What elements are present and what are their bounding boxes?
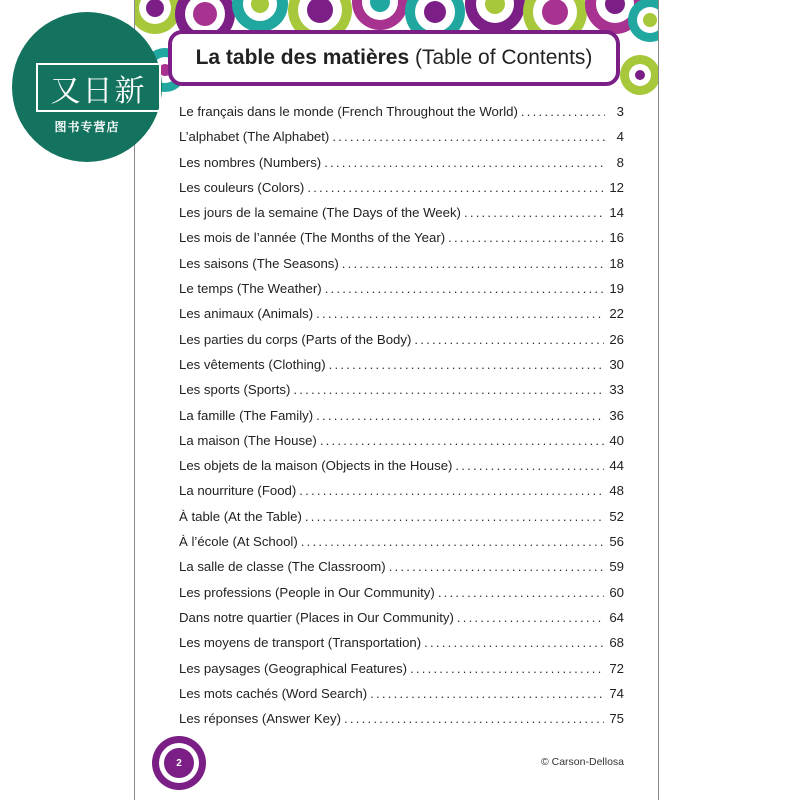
toc-entry-page: 36	[609, 407, 624, 423]
toc-entry-label: L’alphabet (The Alphabet)	[179, 129, 330, 145]
toc-entry-page: 59	[609, 559, 624, 575]
toc-entry	[179, 357, 624, 382]
toc-entry	[179, 180, 624, 205]
toc-entry-page: 8	[616, 154, 624, 170]
toc-entry-page: 52	[609, 508, 624, 524]
toc-entry-label: Les objets de la maison (Objects in the House)	[179, 458, 453, 474]
toc-entry	[179, 661, 624, 686]
toc-entry	[179, 104, 624, 129]
toc-entry-page: 4	[616, 129, 624, 145]
toc-dot-leader	[344, 711, 604, 726]
toc-entry-page: 44	[609, 458, 624, 474]
toc-dot-leader	[324, 155, 605, 170]
toc-dot-leader	[301, 534, 605, 549]
toc-entry-page: 14	[609, 205, 624, 221]
toc-dot-leader	[464, 205, 604, 220]
toc-dot-leader	[325, 281, 605, 296]
toc-entry	[179, 458, 624, 483]
toc-dot-leader	[410, 661, 604, 676]
toc-entry-label: Les couleurs (Colors)	[179, 179, 305, 195]
toc-entry-page: 72	[609, 660, 624, 676]
copyright-notice: © Carson-Dellosa	[540, 756, 624, 768]
toc-entry-page: 22	[609, 306, 624, 322]
toc-entry	[179, 711, 624, 736]
title-box	[168, 30, 620, 86]
toc-dot-leader	[438, 585, 605, 600]
toc-entry-label: Dans notre quartier (Places in Our Community)	[179, 609, 454, 625]
store-logo-text: 又日新	[36, 63, 161, 112]
toc-entry	[179, 332, 624, 357]
toc-entry-label: Les mots cachés (Word Search)	[179, 685, 368, 701]
page-number: 2	[176, 757, 182, 769]
toc-entry	[179, 306, 624, 331]
toc-dot-leader	[370, 686, 604, 701]
toc-entry	[179, 686, 624, 711]
toc-entry-label: Les sports (Sports)	[179, 382, 291, 398]
toc-entry	[179, 610, 624, 635]
toc-dot-leader	[307, 180, 604, 195]
toc-dot-leader	[448, 230, 604, 245]
toc-dot-leader	[455, 458, 604, 473]
toc-entry-page: 33	[609, 382, 624, 398]
toc-dot-leader	[342, 256, 605, 271]
toc-entry-page: 30	[609, 356, 624, 372]
toc-dot-leader	[320, 433, 605, 448]
toc-entry	[179, 408, 624, 433]
toc-entry-label: Le temps (The Weather)	[179, 281, 322, 297]
toc-dot-leader	[316, 408, 604, 423]
toc-entry-label: La salle de classe (The Classroom)	[179, 559, 386, 575]
toc-dot-leader	[316, 306, 604, 321]
toc-entry-label: Les réponses (Answer Key)	[179, 711, 341, 727]
toc-entry-label: Les moyens de transport (Transportation)	[179, 635, 422, 651]
toc-entry-label: La famille (The Family)	[179, 407, 314, 423]
table-of-contents	[179, 104, 624, 736]
toc-entry-label: La nourriture (Food)	[179, 483, 297, 499]
toc-entry-label: La maison (The House)	[179, 432, 317, 448]
toc-entry	[179, 230, 624, 255]
toc-entry	[179, 382, 624, 407]
page-title-english: (Table of Contents)	[409, 46, 593, 69]
toc-entry	[179, 534, 624, 559]
toc-entry-label: Les jours de la semaine (The Days of the Week)	[179, 205, 461, 221]
toc-dot-leader	[293, 382, 604, 397]
toc-entry-page: 68	[609, 635, 624, 651]
toc-entry-page: 19	[609, 281, 624, 297]
toc-entry-label: Les vêtements (Clothing)	[179, 356, 326, 372]
toc-entry-page: 12	[609, 179, 624, 195]
toc-entry-page: 56	[609, 534, 624, 550]
toc-entry-page: 64	[609, 609, 624, 625]
toc-entry-label: Les nombres (Numbers)	[179, 154, 322, 170]
toc-entry-label: À l’école (At School)	[179, 534, 298, 550]
toc-entry-page: 74	[609, 685, 624, 701]
toc-entry	[179, 585, 624, 610]
toc-dot-leader	[305, 509, 604, 524]
page-title	[196, 46, 593, 70]
toc-entry	[179, 281, 624, 306]
toc-entry-label: À table (At the Table)	[179, 508, 302, 524]
toc-entry-label: Les parties du corps (Parts of the Body)	[179, 331, 412, 347]
store-subtitle: 图书专营店	[54, 120, 120, 134]
page-title-french: La table des matières	[195, 46, 410, 69]
toc-entry	[179, 129, 624, 154]
toc-dot-leader	[457, 610, 604, 625]
book-page	[134, 0, 659, 800]
toc-dot-leader	[329, 357, 605, 372]
toc-entry	[179, 256, 624, 281]
toc-entry-label: Les animaux (Animals)	[179, 306, 314, 322]
toc-dot-leader	[521, 104, 605, 119]
toc-entry	[179, 483, 624, 508]
toc-entry	[179, 433, 624, 458]
toc-entry	[179, 559, 624, 584]
toc-dot-leader	[332, 129, 605, 144]
toc-entry-label: Les mois de l’année (The Months of the Year)	[179, 230, 446, 246]
toc-entry-page: 3	[616, 104, 624, 119]
toc-dot-leader	[389, 559, 605, 574]
toc-entry-page: 60	[609, 584, 624, 600]
toc-entry	[179, 155, 624, 180]
toc-entry-label: Les saisons (The Seasons)	[179, 255, 339, 271]
toc-entry-page: 75	[609, 711, 624, 727]
toc-entry-page: 40	[609, 432, 624, 448]
toc-entry-label: Le français dans le monde (French Throughout the World)	[179, 104, 518, 119]
toc-dot-leader	[414, 332, 604, 347]
toc-entry	[179, 205, 624, 230]
store-badge	[12, 12, 162, 162]
toc-entry-page: 18	[609, 255, 624, 271]
toc-entry	[179, 509, 624, 534]
toc-entry-page: 26	[609, 331, 624, 347]
toc-entry-page: 16	[609, 230, 624, 246]
toc-entry-label: Les paysages (Geographical Features)	[179, 660, 407, 676]
toc-entry-label: Les professions (People in Our Community)	[179, 584, 435, 600]
toc-entry-page: 48	[609, 483, 624, 499]
toc-dot-leader	[299, 483, 604, 498]
toc-dot-leader	[424, 635, 604, 650]
toc-entry	[179, 635, 624, 660]
